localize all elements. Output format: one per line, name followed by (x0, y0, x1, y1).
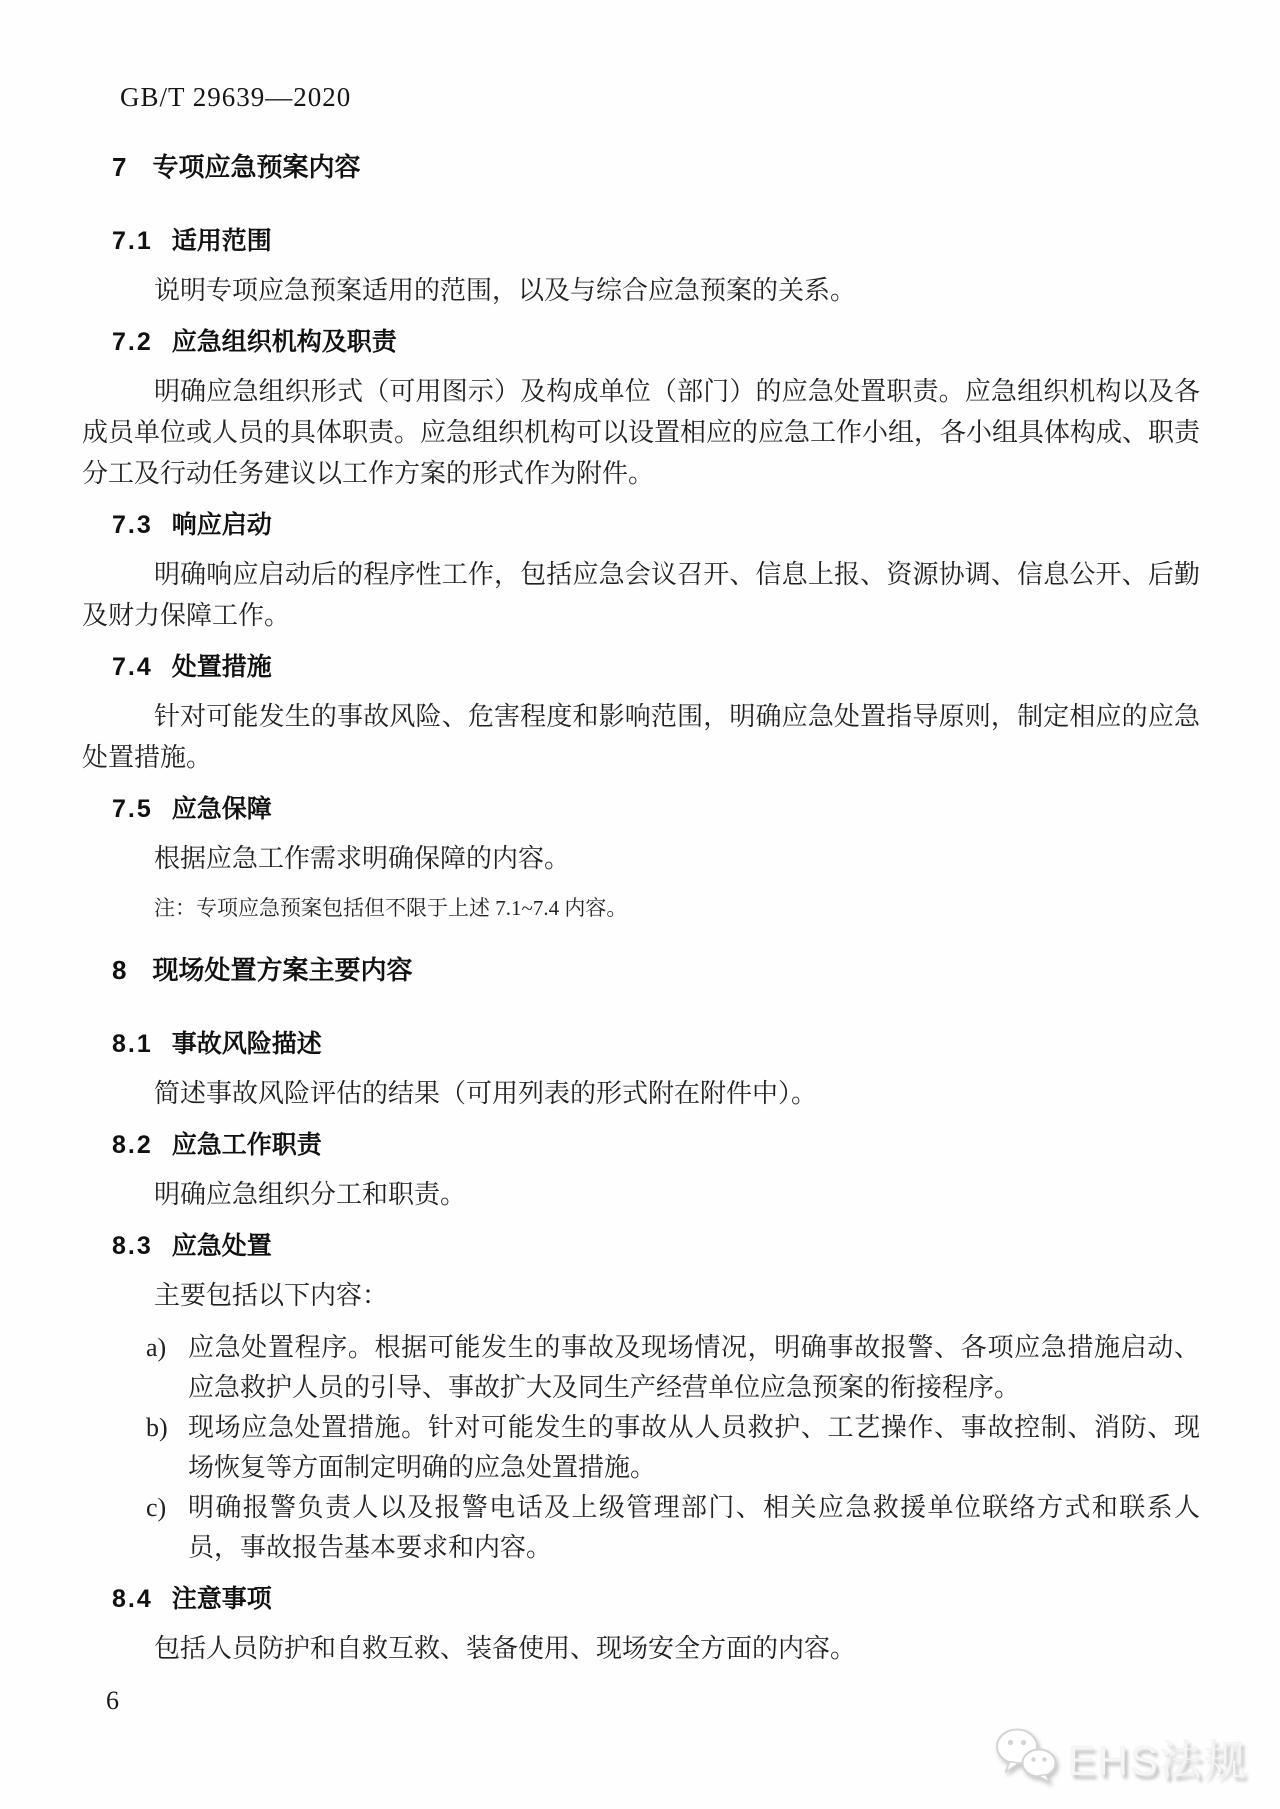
paragraph: 针对可能发生的事故风险、危害程度和影响范围，明确应急处置指导原则，制定相应的应急处置措施。 (82, 702, 1200, 772)
clause-heading (112, 1130, 1200, 1160)
clause-number: 7.5 (112, 795, 153, 823)
chapter-heading (112, 152, 1200, 182)
clause-number: 8.2 (112, 1131, 153, 1159)
list-item-text: 明确报警负责人以及报警电话及上级管理部门、相关应急救援单位联络方式和联系人员，事故报告基本要求和内容。 (188, 1493, 1200, 1562)
list-item-text: 应急处置程序。根据可能发生的事故及现场情况，明确事故报警、各项应急措施启动、应急救护人员的引导、事故扩大及同生产经营单位应急预案的衔接程序。 (188, 1333, 1200, 1402)
clause-number: 8.1 (112, 1030, 153, 1058)
paragraph: 明确应急组织分工和职责。 (154, 1180, 467, 1209)
clause-title: 事故风险描述 (171, 1030, 322, 1058)
clause-heading (112, 794, 1200, 824)
clause-number: 7.3 (112, 511, 153, 539)
paragraph: 根据应急工作需求明确保障的内容。 (154, 844, 571, 873)
paragraph: 明确响应启动后的程序性工作，包括应急会议召开、信息上报、资源协调、信息公开、后勤及财力保障工作。 (82, 560, 1200, 630)
paragraph: 包括人员防护和自救互救、装备使用、现场安全方面的内容。 (154, 1634, 857, 1663)
clause-heading (112, 327, 1200, 357)
clause-title: 应急工作职责 (171, 1131, 322, 1159)
clause-title: 现场处置方案主要内容 (152, 955, 413, 985)
lettered-list (82, 1328, 1200, 1568)
list-item (146, 1328, 1200, 1408)
clause-number: 8.3 (112, 1232, 153, 1260)
paragraph: 主要包括以下内容： (154, 1281, 389, 1310)
clause-title: 响应启动 (171, 511, 272, 539)
clause-heading (112, 226, 1200, 256)
list-item-text: 现场应急处置措施。针对可能发生的事故从人员救护、工艺操作、事故控制、消防、现场恢复等方面制定明确的应急处置措施。 (188, 1413, 1200, 1482)
paragraph: 简述事故风险评估的结果（可用列表的形式附在附件中）。 (154, 1079, 818, 1108)
list-item (146, 1488, 1200, 1568)
note-text: 注：专项应急预案包括但不限于上述 7.1~7.4 内容。 (154, 896, 628, 920)
clause-number: 8 (112, 955, 129, 985)
clause-heading (112, 1029, 1200, 1059)
clause-title: 应急保障 (171, 795, 272, 823)
page-number: 6 (106, 1686, 119, 1715)
clause-heading (112, 510, 1200, 540)
wechat-logo-icon (994, 1726, 1060, 1789)
clause-title: 专项应急预案内容 (152, 152, 361, 182)
paragraph: 说明专项应急预案适用的范围，以及与综合应急预案的关系。 (154, 276, 857, 305)
clause-title: 应急处置 (171, 1232, 272, 1260)
clause-title: 注意事项 (171, 1585, 272, 1613)
clause-number: 7 (112, 152, 129, 182)
list-item-marker: c) (146, 1493, 167, 1522)
clause-number: 8.4 (112, 1585, 153, 1613)
chapter-heading (112, 955, 1200, 985)
list-item-marker: b) (146, 1413, 168, 1442)
document-body (82, 0, 1200, 1681)
clause-number: 7.2 (112, 328, 153, 356)
clause-heading (112, 1231, 1200, 1261)
paragraph: 明确应急组织形式（可用图示）及构成单位（部门）的应急处置职责。应急组织机构以及各成员单位或人员的具体职责。应急组织机构可以设置相应的应急工作小组，各小组具体构成、职责分工及行动任务建议以工作方案的形式作为附件。 (82, 377, 1201, 488)
clause-number: 7.4 (112, 653, 153, 681)
clause-heading (112, 1584, 1200, 1614)
clause-title: 适用范围 (171, 227, 272, 255)
standard-number-header: GB/T 29639—2020 (120, 82, 352, 112)
clause-number: 7.1 (112, 227, 153, 255)
list-item-marker: a) (146, 1333, 167, 1362)
watermark (994, 1726, 1248, 1789)
clause-heading (112, 652, 1200, 682)
clause-title: 处置措施 (171, 653, 272, 681)
clause-title: 应急组织机构及职责 (171, 328, 397, 356)
watermark-label: EHS法规 (1067, 1736, 1248, 1784)
list-item (146, 1408, 1200, 1488)
